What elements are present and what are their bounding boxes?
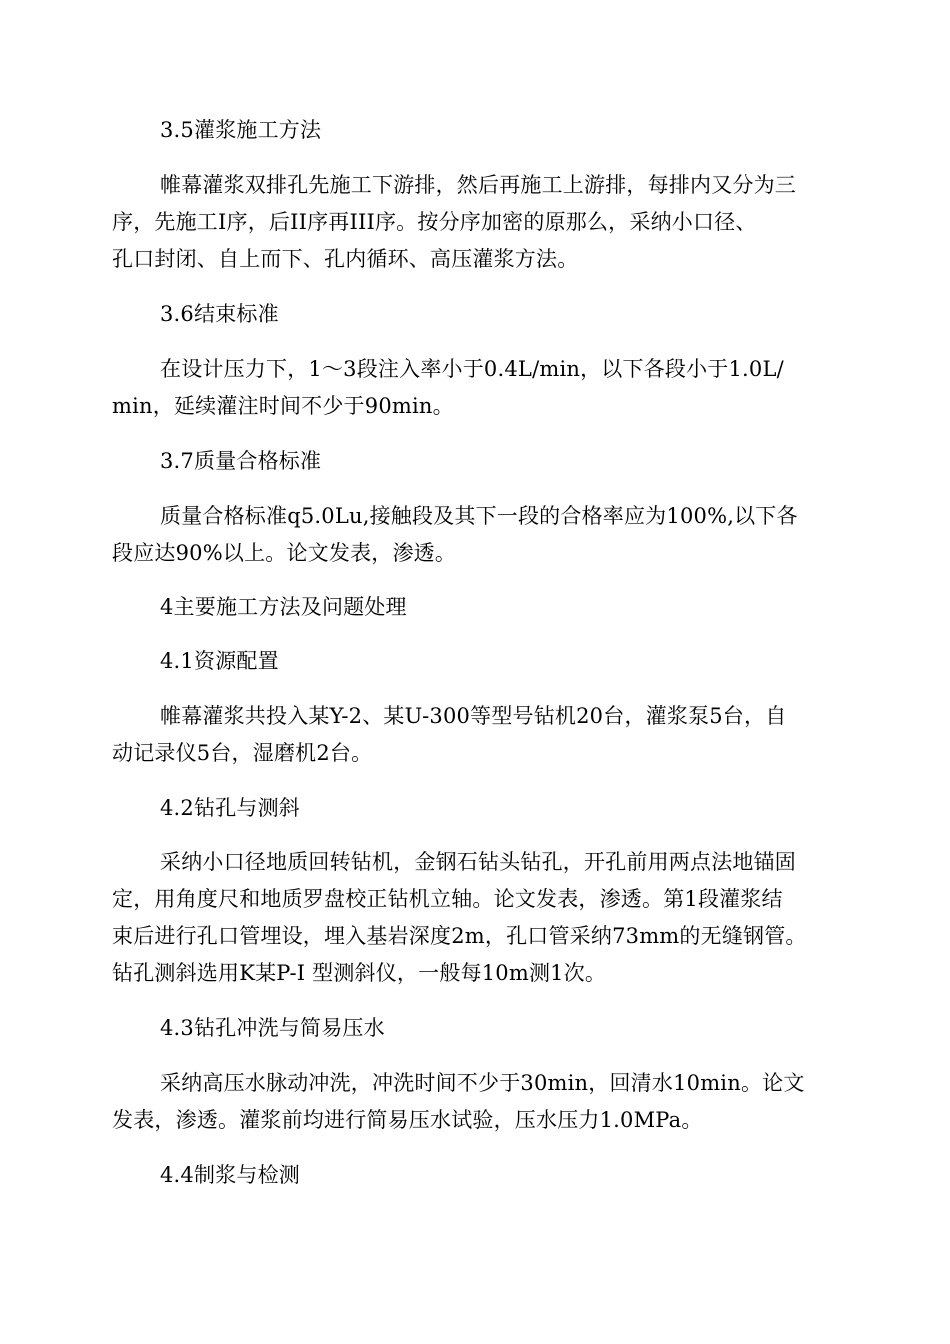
paragraph-line: 在设计压力下，1～3段注入率小于0.4L/min，以下各段小于1.0L/ xyxy=(160,357,784,381)
paragraph-line: 质量合格标准q5.0Lu,接触段及其下一段的合格率应为100%,以下各 xyxy=(160,504,798,528)
paragraph-line: 采纳小口径地质回转钻机，金钢石钻头钻孔，开孔前用两点法地锚固 xyxy=(160,850,796,874)
paragraph-line: 钻孔测斜选用K某P-Ⅰ 型测斜仪，一般每10m测1次。 xyxy=(112,961,607,985)
paragraph-line: 定，用角度尺和地质罗盘校正钻机立轴。论文发表，渗透。第1段灌浆结 xyxy=(112,887,783,911)
heading-4-4: 4.4制浆与检测 xyxy=(160,1163,300,1187)
heading-4: 4主要施工方法及问题处理 xyxy=(160,595,407,619)
paragraph-line: 序，先施工I序，后II序再III序。按分序加密的原那么，采纳小口径、 xyxy=(112,210,757,234)
heading-3-5: 3.5灌浆施工方法 xyxy=(160,118,322,142)
paragraph-line: 束后进行孔口管埋设，埋入基岩深度2m，孔口管采纳73mm的无缝钢管。 xyxy=(112,924,807,948)
heading-4-2: 4.2钻孔与测斜 xyxy=(160,796,300,820)
paragraph-line: 帷幕灌浆双排孔先施工下游排，然后再施工上游排，每排内又分为三 xyxy=(160,173,796,197)
paragraph-line: 帷幕灌浆共投入某Y-2、某U-300等型号钻机20台，灌浆泵5台，自 xyxy=(160,704,787,728)
paragraph-line: 采纳高压水脉动冲洗，冲洗时间不少于30min，回清水10min。论文 xyxy=(160,1071,805,1095)
paragraph-line: 动记录仪5台，湿磨机2台。 xyxy=(112,741,373,765)
paragraph-line: min，延续灌注时间不少于90min。 xyxy=(112,394,454,418)
paragraph-line: 段应达90%以上。论文发表，渗透。 xyxy=(112,541,457,565)
heading-4-1: 4.1资源配置 xyxy=(160,649,279,673)
heading-4-3: 4.3钻孔冲洗与简易压水 xyxy=(160,1016,385,1040)
paragraph-line: 发表，渗透。灌浆前均进行简易压水试验，压水压力1.0MPa。 xyxy=(112,1108,703,1132)
paragraph-line: 孔口封闭、自上而下、孔内循环、高压灌浆方法。 xyxy=(112,247,579,271)
heading-3-6: 3.6结束标准 xyxy=(160,302,279,326)
heading-3-7: 3.7质量合格标准 xyxy=(160,449,322,473)
